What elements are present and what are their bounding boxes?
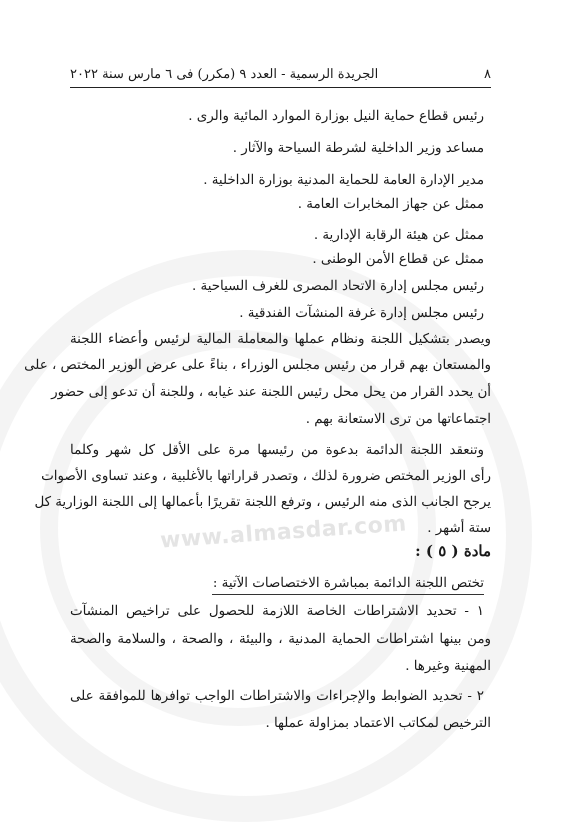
paragraph-line: يرجح الجانب الذى منه الرئيس ، وترفع اللجنة تقريرًا بأعمالها إلى اللجنة الوزارية كل <box>34 495 491 510</box>
article-intro: تختص اللجنة الدائمة بمباشرة الاختصاصات الآتية : <box>212 576 484 591</box>
header-rule <box>70 87 491 88</box>
paragraph-line: وتنعقد اللجنة الدائمة بدعوة من رئيسها مرة على الأقل كل شهر وكلما <box>70 443 484 458</box>
page-header <box>70 62 491 86</box>
watermark-url: www.almasdar.com <box>159 511 408 554</box>
item-line: ١ - تحديد الاشتراطات الخاصة اللازمة للحصول على تراخيص المنشآت <box>70 604 484 619</box>
member-line: ممثل عن هيئة الرقابة الإدارية . <box>313 228 484 243</box>
member-line: رئيس قطاع حماية النيل بوزارة الموارد المائية والرى . <box>188 109 484 124</box>
paragraph-line: والمستعان بهم قرار من رئيس مجلس الوزراء ، بناءً على عرض الوزير المختص ، على <box>24 358 491 373</box>
member-line: مساعد وزير الداخلية لشرطة السياحة والآثار . <box>232 141 484 156</box>
paragraph-line: ستة أشهر . <box>427 521 491 536</box>
header-page-number: ٨ <box>484 66 491 82</box>
article-intro-underline <box>212 594 484 595</box>
paragraph-line: اجتماعاتها من ترى الاستعانة بهم . <box>305 412 491 427</box>
member-line: ممثل عن جهاز المخابرات العامة . <box>297 197 484 212</box>
item-line: الترخيص لمكاتب الاعتماد بمزاولة عملها . <box>265 716 491 731</box>
item-line: ٢ - تحديد الضوابط والإجراءات والاشتراطات الواجب توافرها للموافقة على <box>70 689 484 704</box>
article-heading: مادة ( ٥ ) : <box>415 542 491 560</box>
member-line: رئيس مجلس إدارة الاتحاد المصرى للغرف السياحية . <box>192 279 484 294</box>
paragraph-line: أن يحدد القرار من يحل محل رئيس اللجنة عند غيابه ، وللجنة أن تدعو إلى حضور <box>51 385 491 400</box>
item-line: المهنية وغيرها . <box>405 659 491 674</box>
paragraph-line: رأى الوزير المختص ضرورة لذلك ، وتصدر قراراتها بالأغلبية ، وعند تساوى الأصوات <box>41 469 491 484</box>
paragraph-line: ويصدر بتشكيل اللجنة ونظام عملها والمعاملة المالية لرئيس وأعضاء اللجنة <box>70 332 491 347</box>
member-line: مدير الإدارة العامة للحماية المدنية بوزارة الداخلية . <box>203 173 484 188</box>
member-line: رئيس مجلس إدارة غرفة المنشآت الفندقية . <box>239 306 484 321</box>
header-title: الجريدة الرسمية - العدد ٩ (مكرر) فى ٦ مارس سنة ٢٠٢٢ <box>70 66 379 82</box>
member-line: ممثل عن قطاع الأمن الوطنى . <box>312 252 484 267</box>
item-line: ومن بينها اشتراطات الحماية المدنية ، والبيئة ، والصحة ، والسلامة والصحة <box>70 632 491 647</box>
